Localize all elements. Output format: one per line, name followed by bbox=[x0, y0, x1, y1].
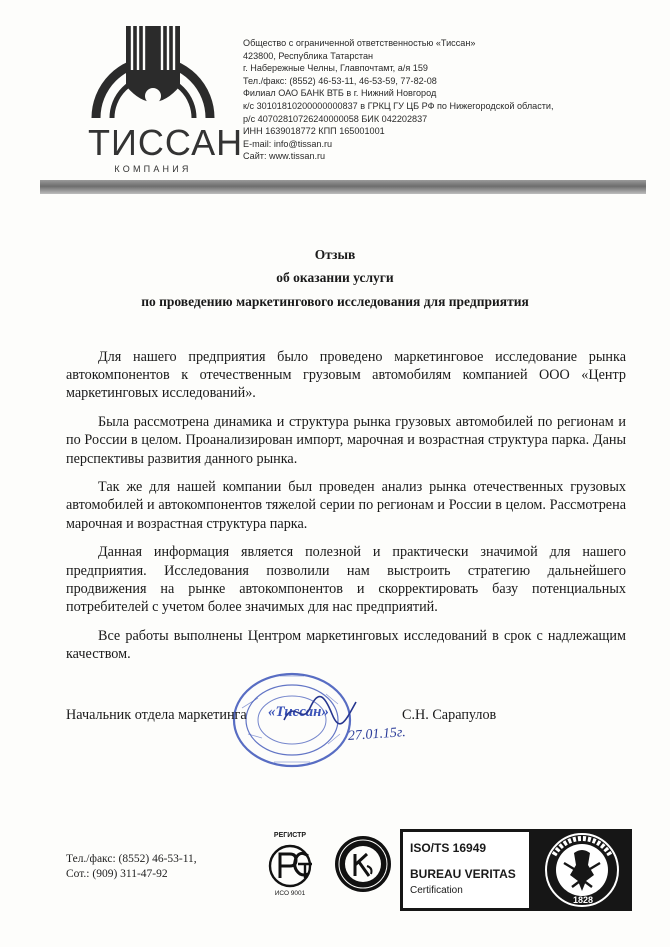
bv-year: 1828 bbox=[572, 895, 594, 905]
company-email: E-mail: info@tissan.ru bbox=[243, 138, 333, 149]
company-line: г. Набережные Челны, Главпочтамт, а/я 159 bbox=[243, 63, 428, 74]
signer-name: С.Н. Сарапулов bbox=[402, 707, 497, 723]
footer-contacts bbox=[66, 852, 197, 882]
company-line: ИНН 1639018772 КПП 165001001 bbox=[243, 126, 385, 137]
stamp-text: «Тиссан» bbox=[268, 704, 329, 720]
rst-register-label: РЕГИСТР bbox=[273, 832, 307, 839]
document-title: Отзыв bbox=[314, 247, 356, 262]
company-line: к/с 30101810200000000837 в ГРКЦ ГУ ЦБ РФ по Нижегородской области, bbox=[243, 100, 554, 111]
rst-iso-label: ИСО 9001 bbox=[274, 890, 306, 897]
quality-seal-icon bbox=[333, 834, 393, 894]
document-subject: по проведению маркетингового исследования для предприятия bbox=[141, 294, 529, 309]
company-line: р/с 40702810726240000058 БИК 042202837 bbox=[243, 113, 428, 124]
header-divider bbox=[40, 180, 646, 194]
company-website: Сайт: www.tissan.ru bbox=[243, 151, 326, 162]
bv-iso-standard: ISO/TS 16949 bbox=[410, 841, 487, 855]
handwritten-date: 27.01.15г. bbox=[347, 725, 407, 744]
body-paragraph: Данная информация является полезной и практически значимой для нашего предприятия. Исследования позволили нам выстроить стратегию дальнейшего продвижения на рынке автокомпонентов и скорректировать базу потенциальных потребителей с учетом более значимых для нас предприятий. bbox=[66, 544, 626, 615]
company-details bbox=[243, 37, 643, 163]
letter-body bbox=[66, 348, 626, 674]
rst-certification bbox=[262, 832, 318, 900]
footer-phone: Тел./факс: (8552) 46-53-11, bbox=[66, 853, 197, 865]
footer-mobile: Сот.: (909) 311-47-92 bbox=[66, 868, 168, 880]
bv-name: BUREAU VERITAS bbox=[410, 867, 516, 881]
rst-mark-icon bbox=[262, 832, 318, 892]
bureau-veritas-badge bbox=[400, 829, 632, 911]
company-line: Тел./факс: (8552) 46-53-11, 46-53-59, 77-82-08 bbox=[243, 75, 437, 86]
company-logo bbox=[88, 14, 244, 174]
body-paragraph: Так же для нашей компании был проведен анализ рынка отечественных грузовых автомобилей и автокомпонентов тяжелой серии по регионам и России в целом. Рассмотрена марочная и возрастная структура парка. bbox=[66, 479, 626, 532]
body-paragraph: Была рассмотрена динамика и структура рынка грузовых автомобилей по регионам и по России в целом. Проанализирован импорт, марочная и возрастная структура парка. Даны перспективы развития данного рынка. bbox=[66, 414, 626, 467]
body-paragraph: Для нашего предприятия было проведено маркетинговое исследование рынка автокомпонентов к отечественным грузовым автомобилям компанией ООО «Центр маркетинговых исследований». bbox=[66, 349, 626, 402]
document-subtitle: об оказании услуги bbox=[276, 270, 394, 285]
tissan-logo-icon bbox=[88, 14, 218, 122]
signer-position: Начальник отдела маркетинга bbox=[66, 707, 247, 723]
company-line: Общество с ограниченной ответственностью «Тиссан» bbox=[243, 38, 476, 48]
company-line: Филиал ОАО БАНК ВТБ в г. Нижний Новгород bbox=[243, 88, 437, 99]
body-paragraph: Все работы выполнены Центром маркетинговых исследований в срок с надлежащим качеством. bbox=[66, 627, 626, 662]
bv-certification: Certification bbox=[410, 885, 463, 896]
logo-word: ТИССАН bbox=[88, 122, 244, 163]
logo-subtitle: КОМПАНИЯ bbox=[114, 164, 192, 174]
bv-text-panel bbox=[403, 832, 529, 908]
signature-scribble-icon bbox=[280, 690, 360, 730]
company-line: 423800, Республика Татарстан bbox=[243, 50, 374, 61]
